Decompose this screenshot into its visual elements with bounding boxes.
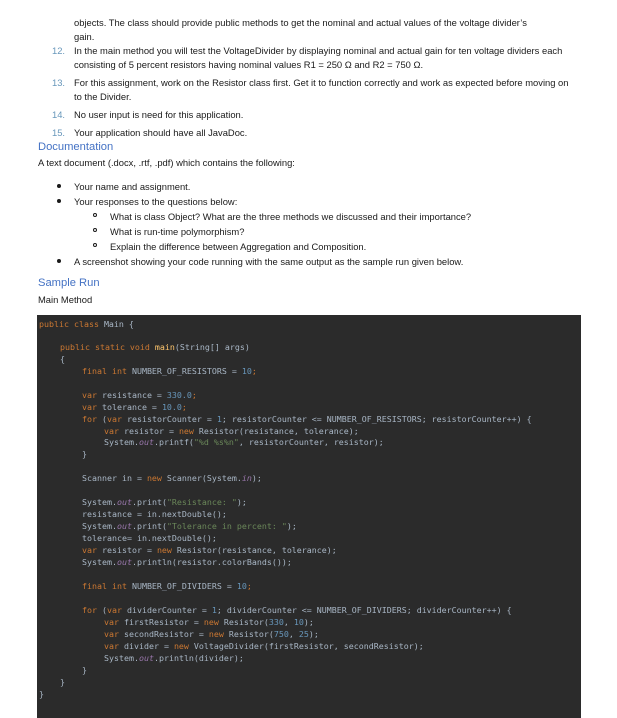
code-line: resistance = in.nextDouble(); xyxy=(82,509,227,519)
code-line: tolerance= in.nextDouble(); xyxy=(82,533,217,543)
code-line: System.out.println(divider); xyxy=(104,653,244,663)
code-line: } xyxy=(60,677,65,687)
list-item xyxy=(52,126,572,140)
bullet-item xyxy=(56,254,471,269)
question-item xyxy=(56,239,471,254)
item-text: Your application should have all JavaDoc. xyxy=(74,127,248,138)
continuation-line: objects. The class should provide public methods to get the nominal and actual values of the voltage divider’s xyxy=(74,17,527,28)
code-line: } xyxy=(82,665,87,675)
code-line: var divider = new VoltageDivider(firstResistor, secondResistor); xyxy=(104,641,424,651)
bullet-icon xyxy=(57,199,61,203)
code-line: System.out.print("Tolerance in percent: "); xyxy=(82,521,297,531)
code-line: var tolerance = 10.0; xyxy=(82,402,187,412)
question-item xyxy=(56,209,471,224)
circle-bullet-icon xyxy=(93,243,97,247)
code-line: { xyxy=(60,354,65,364)
code-line: } xyxy=(39,689,44,699)
item-text: For this assignment, work on the Resistor class first. Get it to function correctly and work as expected before moving on to the Divider. xyxy=(74,77,569,102)
bullet-icon xyxy=(57,184,61,188)
documentation-intro: A text document (.docx, .rtf, .pdf) which contains the following: xyxy=(38,157,295,168)
bullet-item xyxy=(56,179,471,194)
list-item xyxy=(52,108,572,122)
code-line: var firstResistor = new Resistor(330, 10); xyxy=(104,617,314,627)
circle-bullet-icon xyxy=(93,228,97,232)
item-number: 13. xyxy=(52,77,66,88)
list-item xyxy=(52,44,572,72)
item-number: 15. xyxy=(52,127,66,138)
continuation-line: gain. xyxy=(74,31,95,42)
code-line: public class Main { xyxy=(39,319,134,329)
sample-run-heading: Sample Run xyxy=(38,277,100,289)
documentation-bullets xyxy=(56,179,471,269)
numbered-list xyxy=(52,44,572,144)
sample-run-subheading: Main Method xyxy=(38,294,93,305)
bullet-item xyxy=(56,194,471,209)
code-line: } xyxy=(82,449,87,459)
code-line: for (var dividerCounter = 1; dividerCounter <= NUMBER_OF_DIVIDERS; dividerCounter++) { xyxy=(82,605,512,615)
bullet-icon xyxy=(57,259,61,263)
item-number: 14. xyxy=(52,109,66,120)
code-line: var resistor = new Resistor(resistance, tolerance); xyxy=(82,545,337,555)
code-line: Scanner in = new Scanner(System.in); xyxy=(82,473,262,483)
continuation-text xyxy=(74,16,527,44)
bullet-text: Your name and assignment. xyxy=(74,181,191,192)
bullet-text: A screenshot showing your code running with the same output as the sample run given below. xyxy=(74,256,464,267)
code-line: final int NUMBER_OF_DIVIDERS = 10; xyxy=(82,581,252,591)
code-line: System.out.printf("%d %s%n", resistorCounter, resistor); xyxy=(104,437,384,447)
code-line: var resistor = new Resistor(resistance, tolerance); xyxy=(104,426,359,436)
documentation-heading: Documentation xyxy=(38,141,114,153)
list-item xyxy=(52,76,572,104)
code-line: System.out.println(resistor.colorBands()); xyxy=(82,557,292,567)
item-text: No user input is need for this application. xyxy=(74,109,244,120)
question-item xyxy=(56,224,471,239)
code-line: var secondResistor = new Resistor(750, 25); xyxy=(104,629,319,639)
item-text: In the main method you will test the VoltageDivider by displaying nominal and actual gain for ten voltage dividers each consisting of 5 percent resistors having nominal values R1 = 250 Ω and R2 = 750 Ω. xyxy=(74,45,563,70)
code-block xyxy=(37,315,581,718)
code-line: System.out.print("Resistance: "); xyxy=(82,497,247,507)
bullet-text: Your responses to the questions below: xyxy=(74,196,238,207)
question-text: What is run-time polymorphism? xyxy=(110,226,245,237)
code-line: public static void main(String[] args) xyxy=(60,342,250,352)
question-text: Explain the difference between Aggregation and Composition. xyxy=(110,241,367,252)
code-line: var resistance = 330.0; xyxy=(82,390,197,400)
item-number: 12. xyxy=(52,45,66,56)
code-line: final int NUMBER_OF_RESISTORS = 10; xyxy=(82,366,257,376)
code-line: for (var resistorCounter = 1; resistorCounter <= NUMBER_OF_RESISTORS; resistorCounter++) { xyxy=(82,414,532,424)
question-text: What is class Object? What are the three methods we discussed and their importance? xyxy=(110,211,472,222)
circle-bullet-icon xyxy=(93,213,97,217)
